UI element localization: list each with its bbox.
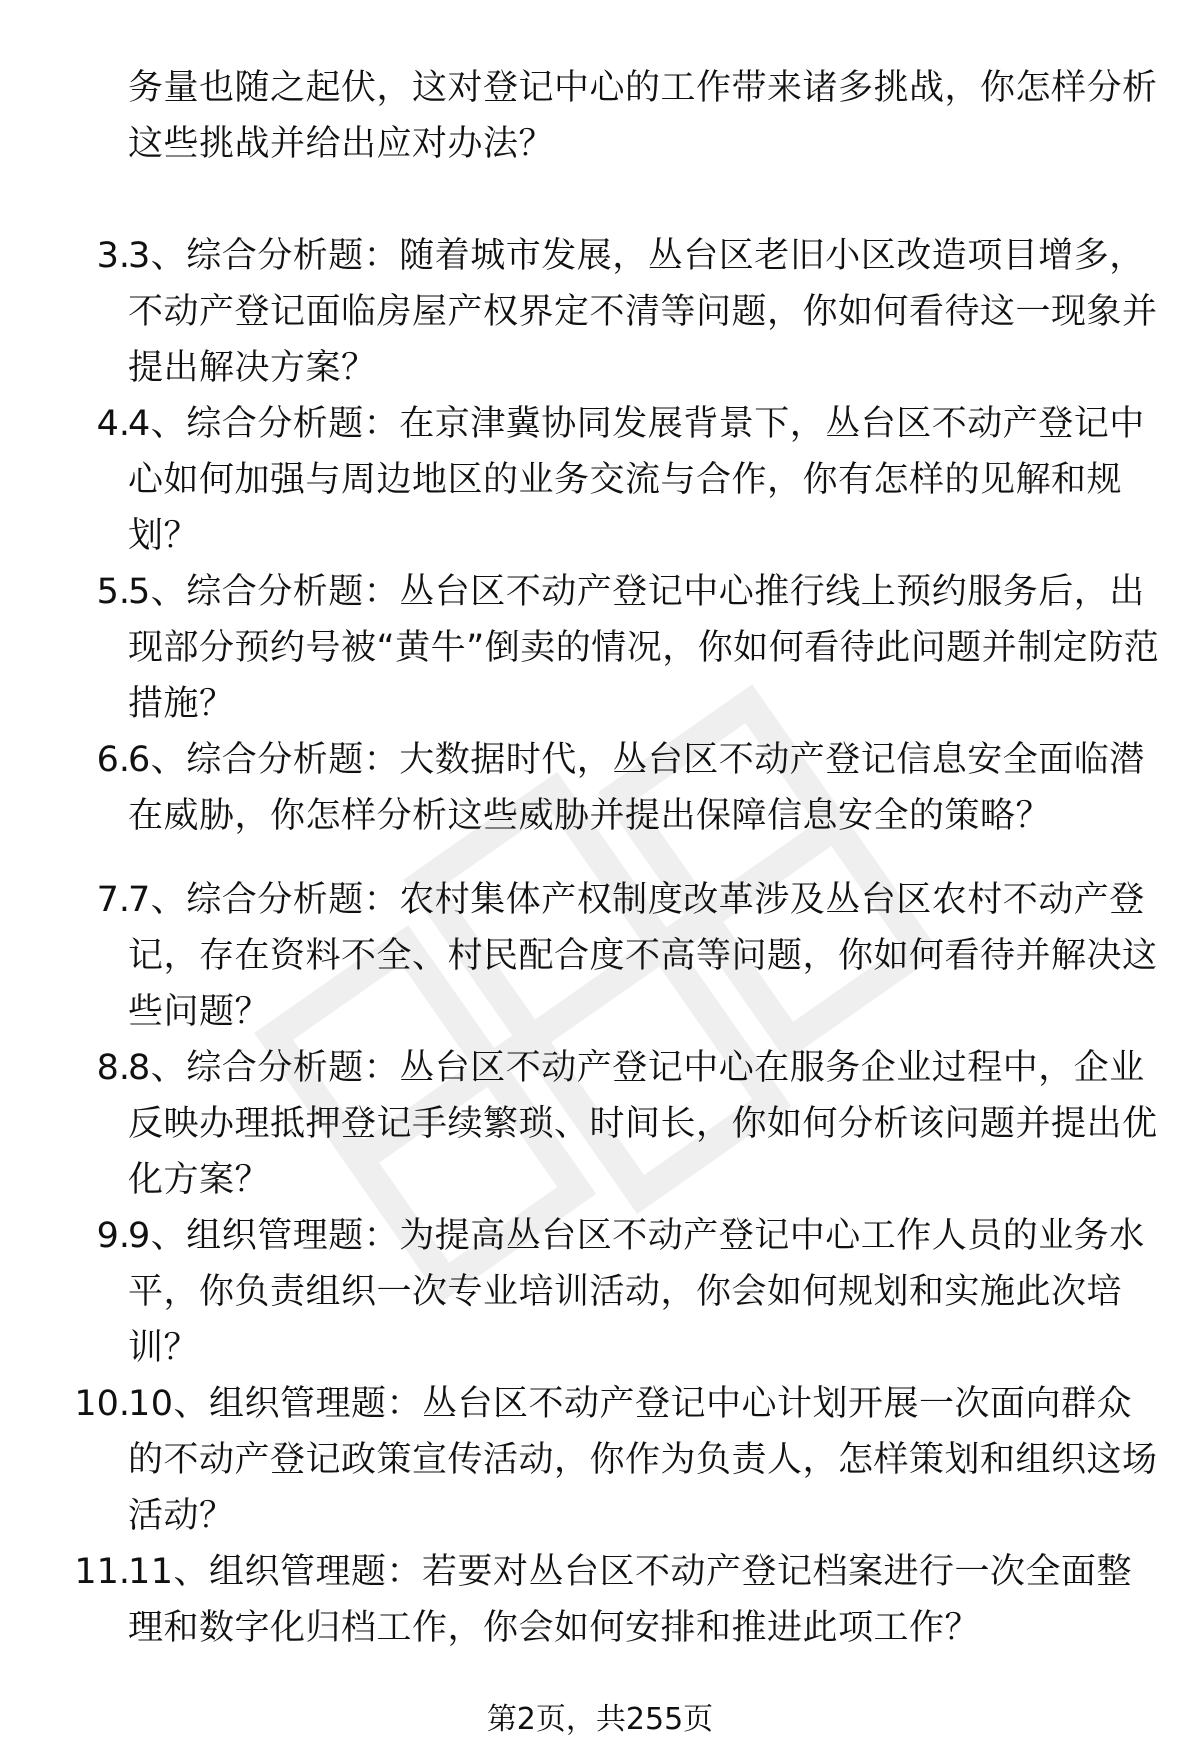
question-number: 9. [96, 1216, 130, 1256]
question-text: 3、综合分析题：随着城市发展，丛台区老旧小区改造项目增多，不动产登记面临房屋产权界定不清等问题，你如何看待这一现象并提出解决方案？ [128, 236, 1158, 388]
question-text: 8、综合分析题：丛台区不动产登记中心在服务企业过程中，企业反映办理抵押登记手续繁琐、时间长，你如何分析该问题并提出优化方案？ [128, 1048, 1158, 1200]
question-number: 7. [96, 880, 130, 920]
question-number: 5. [96, 572, 130, 612]
continuation-text: 务量也随之起伏，这对登记中心的工作带来诸多挑战，你怎样分析这些挑战并给出应对办法？ [128, 68, 1158, 164]
question-text: 10、组织管理题：丛台区不动产登记中心计划开展一次面向群众的不动产登记政策宣传活动，你作为负责人，怎样策划和组织这场活动？ [128, 1384, 1158, 1536]
page-footer: 第2页，共255页 [486, 1702, 714, 1737]
question-number: 8. [96, 1048, 130, 1088]
question-text: 6、综合分析题：大数据时代，丛台区不动产登记信息安全面临潜在威胁，你怎样分析这些威胁并提出保障信息安全的策略？ [128, 740, 1145, 836]
question-number: 11. [74, 1552, 130, 1592]
question-number: 3. [96, 236, 130, 276]
question-number: 6. [96, 740, 130, 780]
question-text: 4、综合分析题：在京津冀协同发展背景下，丛台区不动产登记中心如何加强与周边地区的业务交流与合作，你有怎样的见解和规划？ [128, 404, 1145, 556]
question-text: 7、综合分析题：农村集体产权制度改革涉及丛台区农村不动产登记，存在资料不全、村民配合度不高等问题，你如何看待并解决这些问题？ [128, 880, 1158, 1032]
question-text: 5、综合分析题：丛台区不动产登记中心推行线上预约服务后，出现部分预约号被“黄牛”倒卖的情况，你如何看待此问题并制定防范措施？ [128, 572, 1160, 724]
question-number: 4. [96, 404, 130, 444]
question-number: 10. [74, 1384, 130, 1424]
question-text: 11、组织管理题：若要对丛台区不动产登记档案进行一次全面整理和数字化归档工作，你会如何安排和推进此项工作？ [128, 1552, 1133, 1648]
question-text: 9、组织管理题：为提高丛台区不动产登记中心工作人员的业务水平，你负责组织一次专业培训活动，你会如何规划和实施此次培训？ [128, 1216, 1145, 1368]
